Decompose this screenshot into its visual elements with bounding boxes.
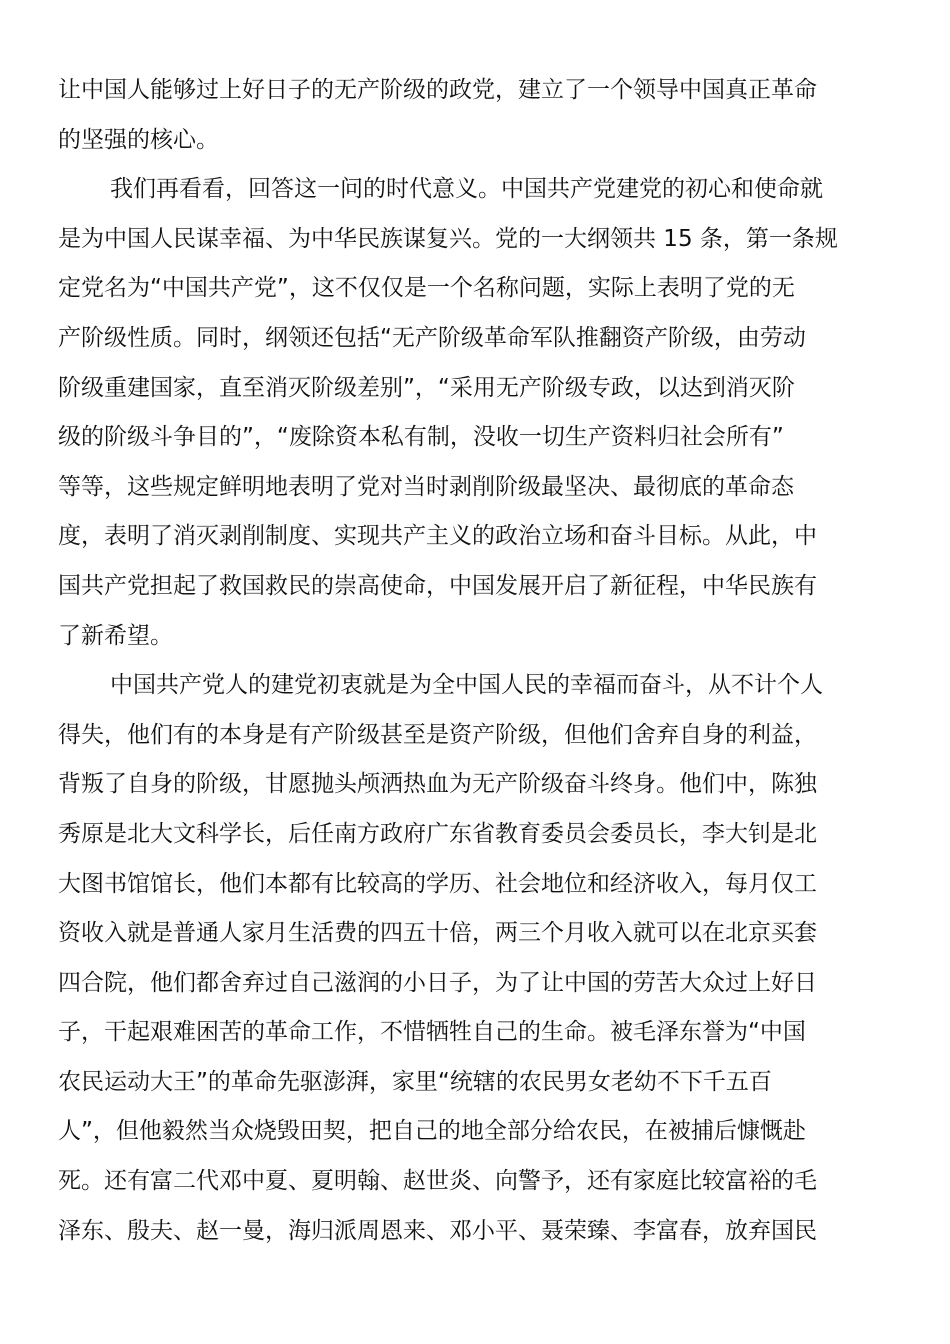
text-line: 定党名为“中国共产党”，这不仅仅是一个名称问题，实际上表明了党的无 bbox=[58, 275, 795, 302]
text-line: 阶级重建国家，直至消灭阶级差别”，“采用无产阶级专政，以达到消灭阶 bbox=[58, 374, 795, 401]
paragraph-1 bbox=[58, 66, 890, 165]
text-line: 大图书馆馆长，他们本都有比较高的学历、社会地位和经济收入，每月仅工 bbox=[58, 870, 817, 897]
text-line: 度，表明了消灭剥削制度、实现共产主义的政治立场和奋斗目标。从此，中 bbox=[58, 523, 817, 550]
text-line: 是为中国人民谋幸福、为中华民族谋复兴。党的一大纲领共 15 条，第一条规 bbox=[58, 225, 838, 252]
text-line: 人”，但他毅然当众烧毁田契，把自己的地全部分给农民，在被捕后慷慨赴 bbox=[58, 1118, 806, 1145]
paragraph-3 bbox=[58, 661, 890, 1256]
text-line: 泽东、殷夫、赵一曼，海归派周恩来、邓小平、聂荣臻、李富春，放弃国民 bbox=[58, 1217, 817, 1244]
paragraph-2 bbox=[58, 165, 890, 661]
text-line: 级的阶级斗争目的”，“废除资本私有制，没收一切生产资料归社会所有” bbox=[58, 424, 784, 451]
text-line: 中国共产党人的建党初衷就是为全中国人民的幸福而奋斗，从不计个人 bbox=[110, 672, 823, 699]
text-line: 产阶级性质。同时，纲领还包括“无产阶级革命军队推翻资产阶级，由劳动 bbox=[58, 324, 806, 351]
text-line: 背叛了自身的阶级，甘愿抛头颅洒热血为无产阶级奋斗终身。他们中，陈独 bbox=[58, 771, 817, 798]
document-body bbox=[58, 66, 890, 1256]
text-line: 等等，这些规定鲜明地表明了党对当时剥削阶级最坚决、最彻底的革命态 bbox=[58, 473, 794, 500]
text-line: 让中国人能够过上好日子的无产阶级的政党，建立了一个领导中国真正革命 bbox=[58, 77, 817, 103]
text-line: 我们再看看，回答这一问的时代意义。中国共产党建党的初心和使命就 bbox=[110, 176, 823, 203]
text-line: 得失，他们有的本身是有产阶级甚至是资产阶级，但他们舍弃自身的利益， bbox=[58, 721, 817, 748]
text-line: 死。还有富二代邓中夏、夏明翰、赵世炎、向警予，还有家庭比较富裕的毛 bbox=[58, 1168, 817, 1195]
text-line: 的坚强的核心。 bbox=[58, 126, 219, 153]
text-line: 四合院，他们都舍弃过自己滋润的小日子，为了让中国的劳苦大众过上好日 bbox=[58, 969, 817, 996]
text-line: 资收入就是普通人家月生活费的四五十倍，两三个月收入就可以在北京买套 bbox=[58, 920, 817, 947]
text-line: 农民运动大王”的革命先驱澎湃，家里“统辖的农民男女老幼不下千五百 bbox=[58, 1068, 772, 1095]
text-line: 国共产党担起了救国救民的崇高使命，中国发展开启了新征程，中华民族有 bbox=[58, 572, 817, 599]
text-line: 秀原是北大文科学长，后任南方政府广东省教育委员会委员长，李大钊是北 bbox=[58, 820, 817, 847]
text-line: 子，干起艰难困苦的革命工作，不惜牺牲自己的生命。被毛泽东誉为“中国 bbox=[58, 1019, 806, 1046]
text-line: 了新希望。 bbox=[58, 622, 173, 649]
